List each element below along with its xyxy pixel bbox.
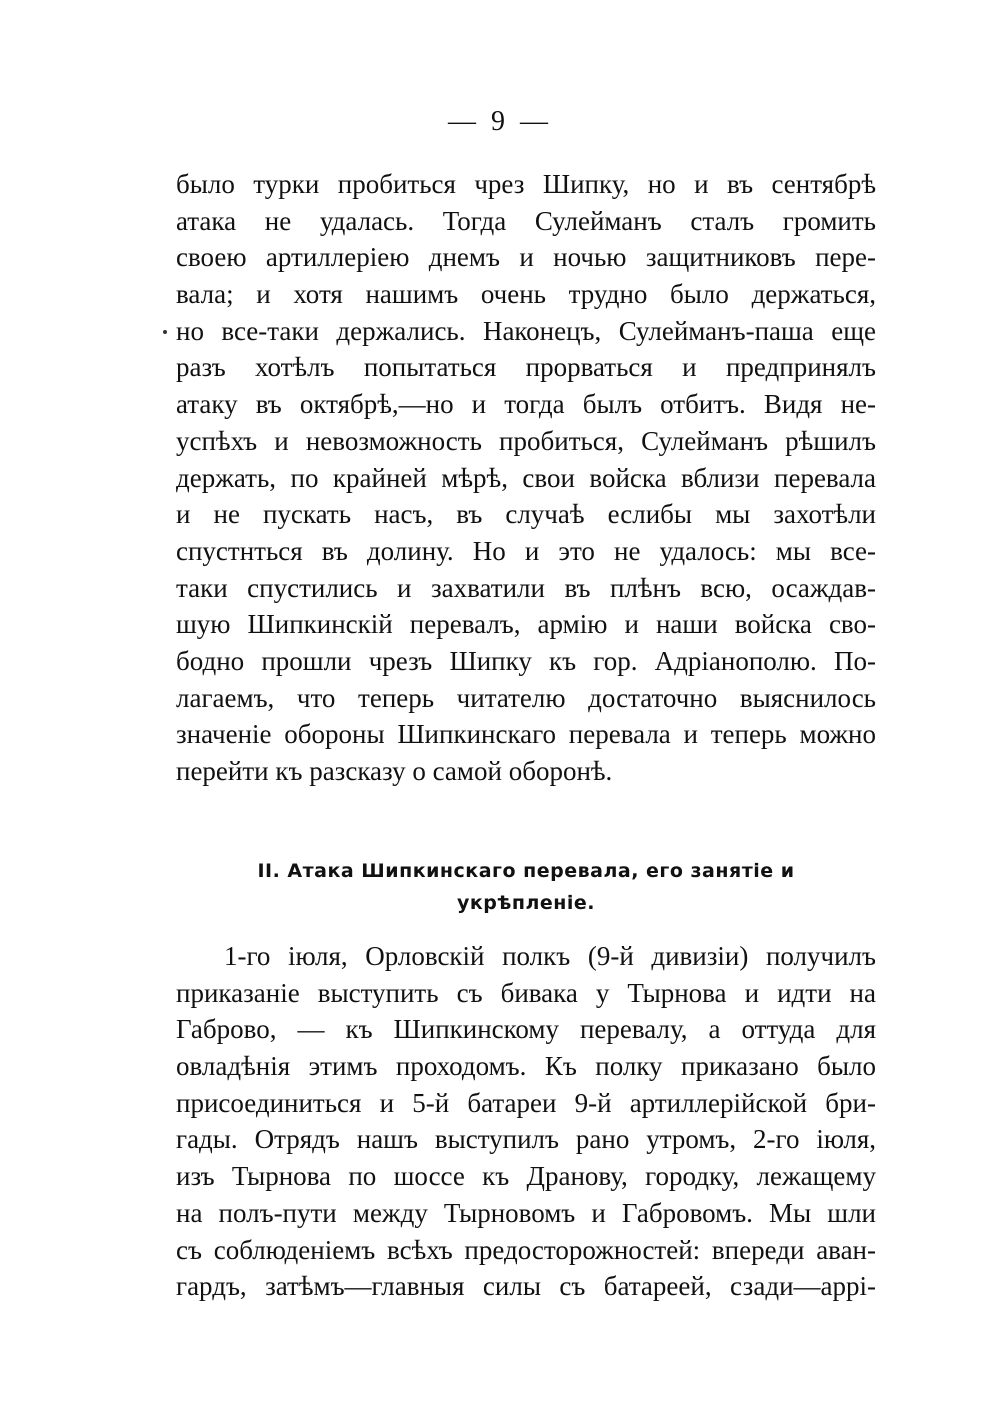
text-line: держать, по крайней мѣрѣ, свои войска вблизи перевала (176, 462, 876, 493)
paragraph-2 (176, 938, 876, 1305)
text-line: значеніе обороны Шипкинскаго перевала и теперь можно (176, 719, 876, 750)
text-line: атака не удалась. Тогда Сулейманъ сталъ громить (176, 205, 876, 236)
text-line: было турки пробиться чрез Шипку, но и въ сентябрѣ (176, 169, 876, 199)
paragraph-1 (176, 166, 876, 790)
text-line: гардъ, затѣмъ—главныя силы съ батареей, сзади—аррі- (176, 1271, 876, 1302)
text-line: приказаніе выступить съ бивака у Тырнова и идти на (176, 977, 876, 1008)
margin-mark (163, 330, 167, 334)
section-heading-line-1: II. Атака Шипкинскаго перевала, его занятіе и (257, 860, 795, 882)
text-line: таки спустились и захватили въ плѣнъ всю, осаждав- (176, 572, 876, 603)
text-line: атаку въ октябрѣ,—но и тогда былъ отбитъ. Видя не- (176, 389, 876, 420)
text-line: но все-таки держались. Наконецъ, Сулейманъ-паша еще (176, 315, 876, 346)
text-line: перейти къ разсказу о самой оборонѣ. (176, 756, 613, 786)
text-line: на полъ-пути между Тырновомъ и Габровомъ. Мы шли (176, 1197, 876, 1228)
text-line: спустнться въ долину. Но и это не удалось: мы все- (176, 535, 876, 566)
section-heading-line-2: укрѣпленіе. (456, 892, 596, 914)
text-line: успѣхъ и невозможность пробиться, Сулейманъ рѣшилъ (176, 425, 876, 456)
text-line: присоединиться и 5-й батареи 9-й артиллерійской бри- (176, 1087, 876, 1118)
text-line: своею артиллеріею днемъ и ночью защитниковъ пере- (176, 242, 876, 273)
text-line: овладѣнія этимъ проходомъ. Къ полку приказано было (176, 1051, 876, 1082)
text-line: лагаемъ, что теперь читателю достаточно выяснилось (176, 682, 876, 713)
text-line: и не пускать насъ, въ случаѣ еслибы мы захотѣли (176, 499, 876, 530)
page-number: — 9 — (448, 106, 552, 137)
text-line: разъ хотѣлъ попытаться прорваться и предпринялъ (176, 352, 876, 383)
text-line: Габрово, — къ Шипкинскому перевалу, а оттуда для (176, 1014, 876, 1045)
text-line: изъ Тырнова по шоссе къ Дранову, городку, лежащему (176, 1161, 876, 1192)
text-line: съ соблюденіемъ всѣхъ предосторожностей: впереди аван- (176, 1234, 876, 1265)
section-heading (176, 855, 876, 919)
text-line: шую Шипкинскій перевалъ, армію и наши войска сво- (176, 609, 876, 640)
text-line: 1-го іюля, Орловскій полкъ (9-й дивизіи) получилъ (224, 941, 876, 971)
text-line: гады. Отрядъ нашъ выступилъ рано утромъ, 2-го іюля, (176, 1124, 876, 1155)
text-line: вала; и хотя нашимъ очень трудно было держаться, (176, 279, 876, 310)
text-line: бодно прошли чрезъ Шипку къ гор. Адріанополю. По- (176, 645, 876, 676)
